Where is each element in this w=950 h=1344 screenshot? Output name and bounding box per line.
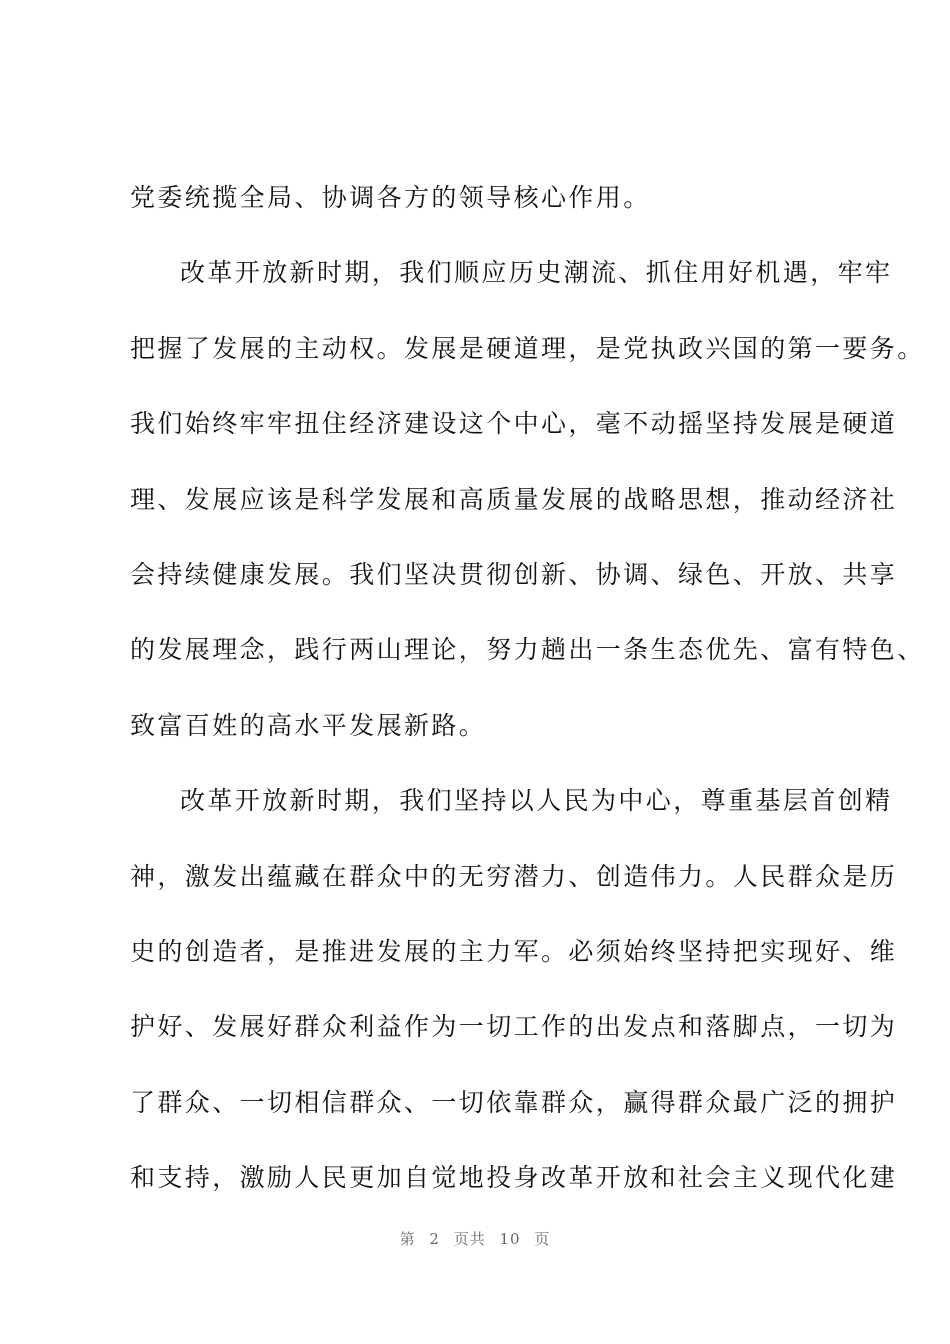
text-line: 我们始终牢牢扭住经济建设这个中心，毫不动摇坚持发展是硬道 xyxy=(130,409,898,438)
page-footer xyxy=(0,1228,950,1249)
text-line: 党委统揽全局、协调各方的领导核心作用。 xyxy=(130,183,651,212)
paragraph-first-line: 改革开放新时期，我们坚持以人民为中心，尊重基层首创精 xyxy=(180,786,893,815)
text-line: 把握了发展的主动权。发展是硬道理，是党执政兴国的第一要务。 xyxy=(130,334,925,363)
text-line: 会持续健康发展。我们坚决贯彻创新、协调、绿色、开放、共享 xyxy=(130,560,898,589)
text-line: 和支持，激励人民更加自觉地投身改革开放和社会主义现代化建 xyxy=(130,1163,898,1192)
text-line: 神，激发出蕴藏在群众中的无穷潜力、创造伟力。人民群众是历 xyxy=(130,862,898,891)
text-line: 致富百姓的高水平发展新路。 xyxy=(130,711,487,740)
total-pages-number: 10 xyxy=(499,1230,521,1248)
text-line: 理、发展应该是科学发展和高质量发展的战略思想，推动经济社 xyxy=(130,485,898,514)
text-line: 的发展理念，践行两山理论，努力趟出一条生态优先、富有特色、 xyxy=(130,635,925,664)
paragraph-first-line: 改革开放新时期，我们顺应历史潮流、抓住用好机遇，牢牢 xyxy=(180,258,893,287)
footer-suffix: 页 xyxy=(534,1230,551,1248)
text-line: 了群众、一切相信群众、一切依靠群众，赢得群众最广泛的拥护 xyxy=(130,1088,898,1117)
text-line: 护好、发展好群众利益作为一切工作的出发点和落脚点，一切为 xyxy=(130,1012,898,1041)
text-line: 史的创造者，是推进发展的主力军。必须始终坚持把实现好、维 xyxy=(130,937,898,966)
current-page-number: 2 xyxy=(429,1230,440,1248)
footer-middle: 页共 xyxy=(453,1230,486,1248)
footer-prefix: 第 xyxy=(399,1230,416,1248)
